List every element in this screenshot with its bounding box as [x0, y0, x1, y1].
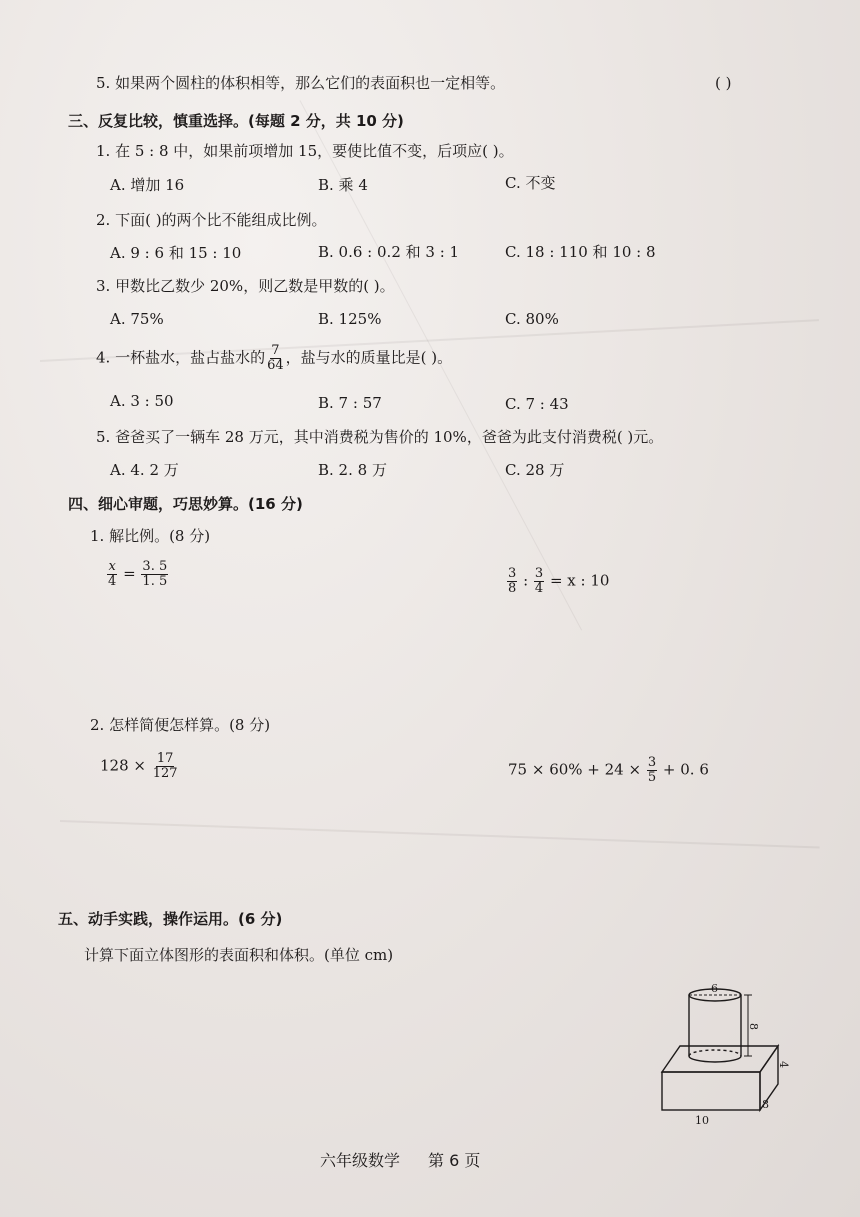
subsection-1-title: 1. 解比例。(8 分) [90, 527, 211, 545]
denominator: 4 [534, 581, 544, 596]
denominator: 4 [108, 574, 117, 589]
option-c: C. 不变 [505, 174, 556, 192]
section-5-title: 五、动手实践，操作运用。(6 分) [58, 910, 283, 928]
label-box-width: 10 [695, 1114, 709, 1127]
stem-text: ，盐与水的质量比是( )。 [285, 348, 453, 367]
option-a: A. 增加 16 [110, 176, 185, 194]
section-4-title: 四、细心审题，巧思妙算。(16 分) [68, 495, 303, 513]
task-text: 计算下面立体图形的表面积和体积。(单位 cm) [84, 946, 394, 964]
label-cylinder-height: 8 [747, 1023, 760, 1030]
calc-text: 128 × [100, 756, 146, 775]
equation-rest: = x : 10 [549, 571, 610, 590]
fraction [141, 560, 168, 589]
option-a: A. 3 : 50 [110, 392, 174, 410]
option-a: A. 9 : 6 和 15 : 10 [110, 244, 242, 262]
stem-text: 4. 一杯盐水，盐占盐水的 [96, 348, 266, 367]
fraction [647, 756, 657, 785]
answer-bracket: ( ) [715, 74, 732, 92]
numerator: 3 [534, 566, 544, 581]
paper-crease [60, 820, 820, 849]
equation-1 [106, 560, 169, 589]
question-3-5: 5. 爸爸买了一辆车 28 万元，其中消费税为售价的 10%，爸爸为此支付消费税( )元。 [96, 428, 664, 446]
option-b: B. 2. 8 万 [318, 461, 387, 479]
calculation-1 [100, 752, 180, 781]
equation-2 [506, 567, 609, 596]
question-3-4 [96, 344, 452, 373]
option-a: A. 75% [110, 310, 164, 328]
calc-text: + 0. 6 [662, 760, 709, 779]
label-box-depth: 8 [762, 1098, 769, 1111]
label-box-height: 4 [777, 1061, 790, 1068]
equals-sign: = [123, 564, 136, 583]
denominator: 64 [267, 358, 284, 373]
section-3-title: 三、反复比较，慎重选择。(每题 2 分，共 10 分) [68, 112, 404, 130]
numerator: x [108, 559, 116, 574]
option-b: B. 125% [318, 310, 382, 328]
numerator: 17 [156, 751, 174, 766]
subsection-2-title: 2. 怎样简便怎样算。(8 分) [90, 716, 271, 734]
calculation-2 [508, 756, 709, 785]
fraction [107, 560, 117, 589]
numerator: 3. 5 [142, 559, 168, 574]
option-a: A. 4. 2 万 [110, 461, 179, 479]
numerator: 3 [508, 566, 517, 581]
cylinder-bottom-front [689, 1056, 741, 1062]
option-c: C. 7 : 43 [505, 395, 569, 413]
footer-grade-subject: 六年级数学 [320, 1151, 401, 1170]
numerator: 7 [271, 343, 280, 358]
numerator: 3 [647, 755, 657, 770]
label-diameter: 6 [711, 982, 718, 995]
denominator: 8 [508, 581, 517, 596]
question-3-1: 1. 在 5 : 8 中，如果前项增加 15，要使比值不变，后项应( )。 [96, 142, 514, 160]
calc-text: 75 × 60% + 24 × [508, 760, 642, 779]
question-3-2: 2. 下面( )的两个比不能组成比例。 [96, 211, 327, 229]
fraction [534, 567, 544, 596]
cylinder-bottom-back [689, 1050, 741, 1056]
option-c: C. 28 万 [505, 461, 565, 479]
fraction [266, 344, 285, 373]
box-front-face [662, 1072, 760, 1110]
option-c: C. 18 : 110 和 10 : 8 [505, 243, 656, 261]
option-b: B. 乘 4 [318, 176, 368, 194]
option-b: B. 7 : 57 [318, 394, 382, 412]
page-number: 第 6 页 [428, 1151, 481, 1170]
question-2-5: 5. 如果两个圆柱的体积相等，那么它们的表面积也一定相等。 [96, 74, 506, 92]
denominator: 1. 5 [142, 574, 168, 589]
denominator: 5 [647, 770, 657, 785]
fraction [507, 567, 517, 596]
colon: : [523, 571, 529, 590]
option-b: B. 0.6 : 0.2 和 3 : 1 [318, 243, 460, 261]
question-3-3: 3. 甲数比乙数少 20%，则乙数是甲数的( )。 [96, 277, 395, 295]
fraction [152, 752, 179, 781]
denominator: 127 [152, 766, 178, 781]
option-c: C. 80% [505, 310, 559, 328]
solid-figure-diagram [650, 980, 800, 1130]
